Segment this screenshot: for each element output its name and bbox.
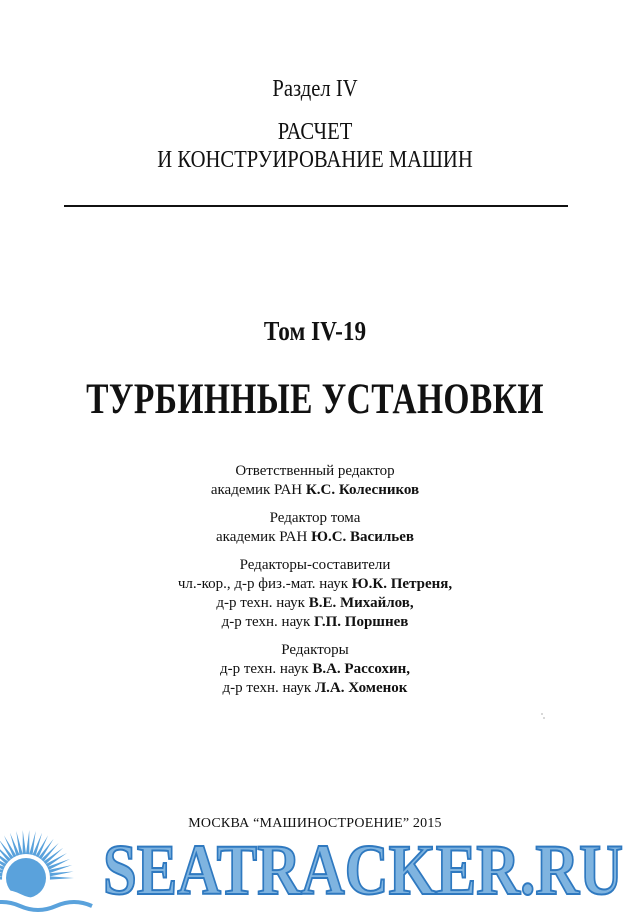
watermark-banner [0,820,630,910]
sun-ray-icon [49,871,73,876]
sun-ray-icon [0,876,2,879]
editor-name: Ю.С. Васильев [311,529,414,545]
editor-credential: д-р техн. наук [221,614,315,630]
editor-credential: д-р техн. наук [222,680,315,696]
watermark-text: SEATRACKER.RU [103,830,623,910]
sun-ray-icon [50,876,74,879]
editor-name: В.Е. Михайлов, [308,595,414,611]
sun-logo-icon [0,826,94,916]
part-title [44,118,586,174]
editor-name: Л.А. Хоменок [314,680,408,696]
editor-line [0,660,630,679]
editor-line [0,613,630,632]
part-title-line-1: РАСЧЕТ [277,119,353,145]
editor-credential: академик РАН [210,482,306,498]
editor-name: Ю.К. Петреня, [351,576,453,592]
editor-credential: д-р техн. наук [216,595,309,611]
editor-group-volume [0,509,630,547]
volume-number: Том IV-19 [263,316,367,346]
editor-credential: академик РАН [216,529,312,545]
editor-line [0,679,630,698]
editor-line [0,575,630,594]
editor-role: Редакторы-составители [239,557,391,573]
editor-line [0,528,630,547]
sun-ray-icon [23,830,26,854]
editor-line [0,594,630,613]
horizontal-divider [64,205,568,207]
editor-name: В.А. Рассохин, [312,661,411,677]
sun-ray-icon [26,830,29,854]
editor-group-editors [0,641,630,698]
editor-role: Редактор тома [269,510,361,526]
editor-group-responsible [0,462,630,500]
part-title-line-2: И КОНСТРУИРОВАНИЕ МАШИН [157,147,473,173]
editor-credential: д-р техн. наук [219,661,313,677]
scan-specks [540,712,546,720]
editor-name: Г.П. Поршнев [314,614,409,630]
publisher-imprint: МОСКВА “МАШИНОСТРОЕНИЕ” 2015 [188,816,442,831]
editor-credential: чл.-кор., д-р физ.-мат. наук [177,576,352,592]
watermark-logo [98,830,628,910]
editor-role: Ответственный редактор [235,463,395,479]
editor-group-compilers [0,556,630,632]
editor-line [0,481,630,500]
editors-block [0,462,630,707]
volume-title: ТУРБИННЫЕ УСТАНОВКИ [86,376,544,423]
editor-name: К.С. Колесников [305,482,420,498]
section-label: Раздел IV [272,76,358,102]
editor-role: Редакторы [281,642,349,658]
